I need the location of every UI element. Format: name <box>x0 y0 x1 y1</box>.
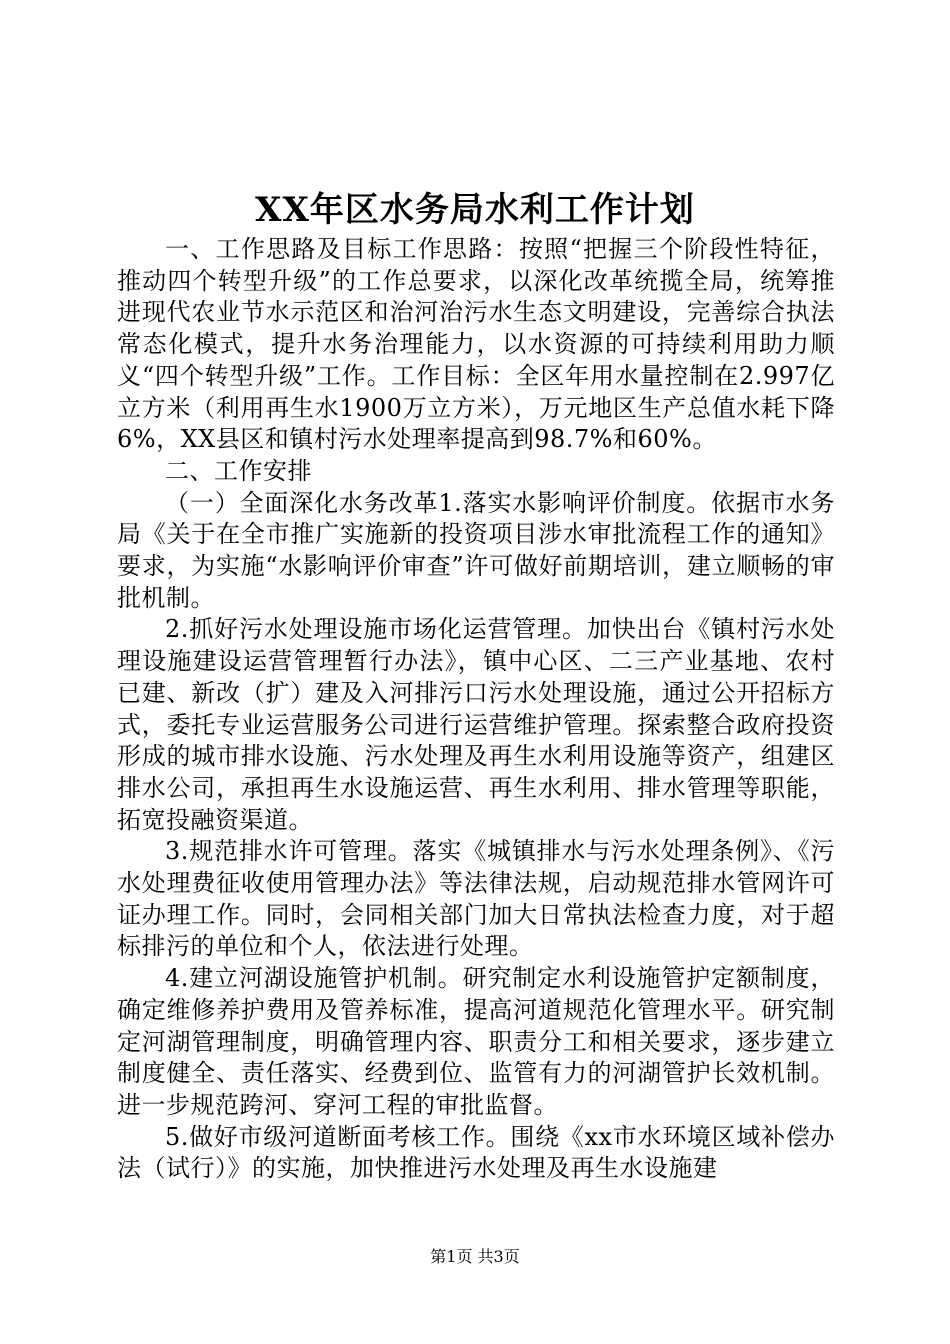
paragraph-item-3: 3.规范排水许可管理。落实《城镇排水与污水处理条例》、《污水处理费征收使用管理办法》等法律法规，启动规范排水管网许可证办理工作。同时，会同相关部门加大日常执法检查力度，对于超标排污的单位和个人，依法进行处理。 <box>117 837 835 961</box>
paragraph-item-5: 5.做好市级河道断面考核工作。围绕《xx市水环境区域补偿办法（试行）》的实施，加快推进污水处理及再生水设施建 <box>117 1122 835 1183</box>
paragraph-section-heading: 二、工作安排 <box>165 456 312 485</box>
paragraph-item-4: 4.建立河湖设施管护机制。研究制定水利设施管护定额制度，确定维修养护费用及管养标准，提高河道规范化管理水平。研究制定河湖管理制度，明确管理内容、职责分工和相关要求，逐步建立制度健全、责任落实、经费到位、监管有力的河湖管护长效机制。进一步规范跨河、穿河工程的审批监督。 <box>117 964 835 1119</box>
paragraph-item-2: 2.抓好污水处理设施市场化运营管理。加快出台《镇村污水处理设施建设运营管理暂行办法》，镇中心区、二三产业基地、农村已建、新改（扩）建及入河排污口污水处理设施，通过公开招标方式，委托专业运营服务公司进行运营维护管理。探索整合政府投资形成的城市排水设施、污水处理及再生水利用设施等资产，组建区排水公司，承担再生水设施运营、再生水利用、排水管理等职能，拓宽投融资渠道。 <box>117 615 835 834</box>
document-body <box>117 234 835 1185</box>
page-number-footer: 第1页 共3页 <box>430 1247 520 1266</box>
paragraph-goals: 一、工作思路及目标工作思路：按照“把握三个阶段性特征，推动四个转型升级”的工作总要求，以深化改革统揽全局，统筹推进现代农业节水示范区和治河治污水生态文明建设，完善综合执法常态化模式，提升水务治理能力，以水资源的可持续利用助力顺义“四个转型升级”工作。工作目标：全区年用水量控制在2.997亿立方米（利用再生水1900万立方米），万元地区生产总值水耗下降6%，XX县区和镇村污水处理率提高到98.7%和60%。 <box>117 235 835 454</box>
paragraph-item-1: （一）全面深化水务改革1.落实水影响评价制度。依据市水务局《关于在全市推广实施新的投资项目涉水审批流程工作的通知》要求，为实施“水影响评价审查”许可做好前期培训，建立顺畅的审批机制。 <box>117 488 835 612</box>
document-title: XX年区水务局水利工作计划 <box>255 190 695 230</box>
